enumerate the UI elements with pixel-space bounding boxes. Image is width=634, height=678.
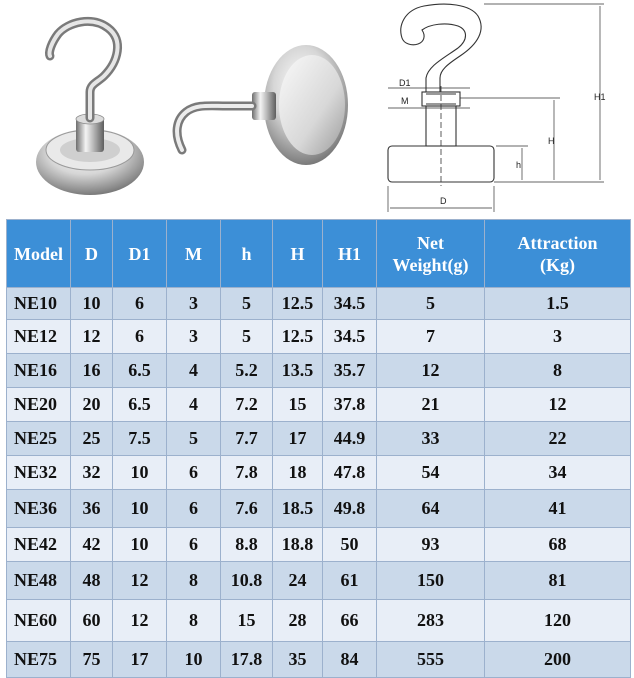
header-h1: H1	[323, 220, 377, 288]
header-m: M	[167, 220, 221, 288]
cell-d: 36	[71, 490, 113, 528]
cell-h: 24	[273, 562, 323, 600]
label-d1: D1	[399, 78, 411, 88]
cell-h1: 66	[323, 600, 377, 642]
cell-d1: 10	[113, 528, 167, 562]
cell-d: 16	[71, 354, 113, 388]
hook-outline	[401, 4, 481, 92]
cell-m: 3	[167, 320, 221, 354]
cell-h1: 44.9	[323, 422, 377, 456]
cell-h: 12.5	[273, 320, 323, 354]
cell-h: 18.5	[273, 490, 323, 528]
cell-m: 8	[167, 562, 221, 600]
cell-model: NE42	[7, 528, 71, 562]
cell-attraction: 200	[485, 642, 631, 678]
cell-model: NE12	[7, 320, 71, 354]
cell-h1: 37.8	[323, 388, 377, 422]
cell-attraction: 120	[485, 600, 631, 642]
cell-net-weight: 12	[377, 354, 485, 388]
header-model: Model	[7, 220, 71, 288]
cell-h1: 50	[323, 528, 377, 562]
cell-attraction: 8	[485, 354, 631, 388]
cell-d: 75	[71, 642, 113, 678]
cell-d1: 6	[113, 320, 167, 354]
cell-m: 4	[167, 354, 221, 388]
cell-h-small: 7.2	[221, 388, 273, 422]
header-d1: D1	[113, 220, 167, 288]
cell-m: 4	[167, 388, 221, 422]
cell-m: 6	[167, 528, 221, 562]
cell-m: 6	[167, 456, 221, 490]
header-h: H	[273, 220, 323, 288]
cell-h: 18.8	[273, 528, 323, 562]
cell-h1: 61	[323, 562, 377, 600]
cell-d: 60	[71, 600, 113, 642]
spec-table	[6, 219, 631, 678]
cell-d: 20	[71, 388, 113, 422]
header-d: D	[71, 220, 113, 288]
cell-model: NE25	[7, 422, 71, 456]
cell-model: NE48	[7, 562, 71, 600]
header-attraction: Attraction (Kg)	[485, 220, 631, 288]
cell-net-weight: 283	[377, 600, 485, 642]
cell-h-small: 10.8	[221, 562, 273, 600]
cell-d: 25	[71, 422, 113, 456]
cell-attraction: 22	[485, 422, 631, 456]
cell-net-weight: 93	[377, 528, 485, 562]
cell-d1: 12	[113, 600, 167, 642]
table-row	[7, 528, 631, 562]
cell-h-small: 8.8	[221, 528, 273, 562]
cell-attraction: 12	[485, 388, 631, 422]
table-row	[7, 320, 631, 354]
label-h1: H1	[594, 92, 606, 102]
cell-h: 17	[273, 422, 323, 456]
technical-drawing	[388, 4, 604, 212]
cell-h: 12.5	[273, 288, 323, 320]
cell-d1: 7.5	[113, 422, 167, 456]
cell-m: 6	[167, 490, 221, 528]
cell-net-weight: 21	[377, 388, 485, 422]
cell-h-small: 5.2	[221, 354, 273, 388]
cell-net-weight: 555	[377, 642, 485, 678]
cell-net-weight: 7	[377, 320, 485, 354]
label-d: D	[440, 196, 447, 206]
cell-attraction: 41	[485, 490, 631, 528]
cell-h1: 49.8	[323, 490, 377, 528]
product-images	[0, 0, 634, 218]
cell-model: NE20	[7, 388, 71, 422]
cell-d: 32	[71, 456, 113, 490]
table-row	[7, 642, 631, 678]
cell-m: 10	[167, 642, 221, 678]
cell-h: 28	[273, 600, 323, 642]
cell-d1: 10	[113, 490, 167, 528]
cell-d: 42	[71, 528, 113, 562]
cell-net-weight: 64	[377, 490, 485, 528]
cell-attraction: 81	[485, 562, 631, 600]
table-row	[7, 456, 631, 490]
table-row	[7, 562, 631, 600]
cell-net-weight: 150	[377, 562, 485, 600]
cell-h-small: 7.7	[221, 422, 273, 456]
cell-d1: 6.5	[113, 388, 167, 422]
table-header-row	[7, 220, 631, 288]
table-row	[7, 388, 631, 422]
cell-h: 35	[273, 642, 323, 678]
magnet-hook-photo-front	[36, 21, 144, 195]
cell-h1: 35.7	[323, 354, 377, 388]
label-m: M	[401, 96, 409, 106]
cell-attraction: 1.5	[485, 288, 631, 320]
cell-attraction: 34	[485, 456, 631, 490]
cell-model: NE60	[7, 600, 71, 642]
cell-model: NE32	[7, 456, 71, 490]
cell-h-small: 5	[221, 288, 273, 320]
cell-h-small: 15	[221, 600, 273, 642]
table-row	[7, 490, 631, 528]
cell-h1: 34.5	[323, 320, 377, 354]
table-row	[7, 288, 631, 320]
magnet-hook-photo-side	[177, 45, 348, 165]
cell-d1: 10	[113, 456, 167, 490]
cell-net-weight: 33	[377, 422, 485, 456]
cell-d1: 6.5	[113, 354, 167, 388]
cell-h1: 47.8	[323, 456, 377, 490]
cell-d: 48	[71, 562, 113, 600]
cell-h-small: 7.8	[221, 456, 273, 490]
cell-h: 18	[273, 456, 323, 490]
cell-d: 10	[71, 288, 113, 320]
cell-h1: 84	[323, 642, 377, 678]
cell-attraction: 68	[485, 528, 631, 562]
cell-d: 12	[71, 320, 113, 354]
cell-net-weight: 54	[377, 456, 485, 490]
cell-h: 15	[273, 388, 323, 422]
cell-h-small: 7.6	[221, 490, 273, 528]
cell-model: NE36	[7, 490, 71, 528]
cell-d1: 6	[113, 288, 167, 320]
cell-h-small: 5	[221, 320, 273, 354]
cell-m: 5	[167, 422, 221, 456]
cell-m: 3	[167, 288, 221, 320]
table-row	[7, 354, 631, 388]
cell-m: 8	[167, 600, 221, 642]
cell-d1: 17	[113, 642, 167, 678]
cell-model: NE75	[7, 642, 71, 678]
label-h: H	[548, 136, 555, 146]
cell-h: 13.5	[273, 354, 323, 388]
label-h-small: h	[516, 160, 522, 170]
cell-attraction: 3	[485, 320, 631, 354]
cell-h-small: 17.8	[221, 642, 273, 678]
table-row	[7, 600, 631, 642]
cell-net-weight: 5	[377, 288, 485, 320]
table-row	[7, 422, 631, 456]
header-net-weight: Net Weight(g)	[377, 220, 485, 288]
cell-model: NE10	[7, 288, 71, 320]
cell-d1: 12	[113, 562, 167, 600]
cell-model: NE16	[7, 354, 71, 388]
header-h-small: h	[221, 220, 273, 288]
cell-h1: 34.5	[323, 288, 377, 320]
